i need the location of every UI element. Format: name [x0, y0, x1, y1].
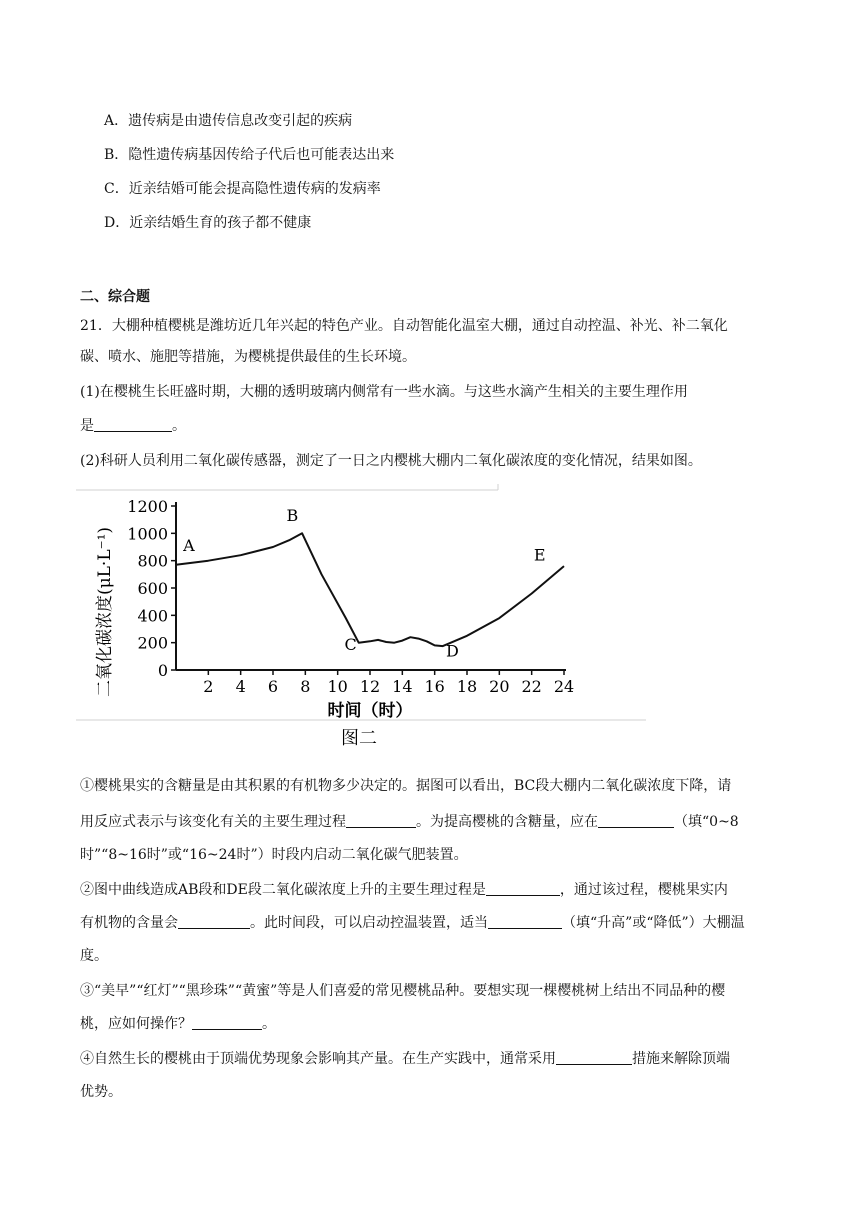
- sub-1-text-a: 用反应式表示与该变化有关的主要生理过程: [80, 814, 346, 830]
- x-tick-label: 18: [456, 677, 478, 696]
- part-1-line-2: [80, 416, 186, 436]
- sub-1-line-3: 时”“8~16时”或“16~24时”）时段内启动二氧化碳气肥装置。: [80, 847, 468, 863]
- x-tick-label: 10: [327, 677, 348, 696]
- sub-3-text-a: 桃，应如何操作？: [80, 1016, 192, 1032]
- sub-3-line-1: ③“美早”“红灯”“黑珍珠”“黄蜜”等是人们喜爱的常见樱桃品种。要想实现一棵樱桃树上结出不同品种的樱: [80, 983, 726, 999]
- point-label-c: C: [344, 635, 357, 655]
- x-axis-label: 时间（时）: [327, 701, 413, 721]
- sub-2-text-a: ②图中曲线造成AB段和DE段二氧化碳浓度上升的主要生理过程是: [80, 882, 486, 898]
- sub-3-text-b: 。: [262, 1016, 276, 1032]
- answer-blank-7[interactable]: [192, 1015, 262, 1030]
- point-label-a: A: [183, 536, 195, 556]
- sub-1-text-c: （填“0~8: [674, 814, 739, 830]
- option-d: D．近亲结婚生育的孩子都不健康: [104, 215, 312, 231]
- x-tick-label: 12: [359, 677, 381, 696]
- sub-2-text-b: ，通过该过程，樱桃果实内: [559, 882, 728, 898]
- y-axis-label: 二氧化碳浓度(μL·L⁻¹): [95, 526, 115, 698]
- point-label-e: E: [533, 545, 546, 565]
- co2-chart-svg: [76, 482, 646, 748]
- x-tick-label: 16: [424, 677, 445, 696]
- part-1-text-a: 是: [80, 418, 94, 434]
- y-tick-label: 1000: [127, 524, 168, 544]
- x-tick-label: 24: [553, 677, 575, 696]
- question-21-stem-line-1: 21．大棚种植樱桃是潍坊近几年兴起的特色产业。自动智能化温室大棚，通过自动控温、补光、补二氧化: [80, 318, 728, 334]
- sub-4-line-2: 优势。: [80, 1084, 122, 1100]
- point-label-d: D: [446, 641, 459, 661]
- sub-2-line-3: 度。: [80, 948, 108, 964]
- answer-blank-8[interactable]: [556, 1050, 632, 1065]
- sub-1-line-1: ①樱桃果实的含糖量是由其积累的有机物多少决定的。据图可以看出，BC段大棚内二氧化碳浓度下降，请: [80, 778, 732, 794]
- answer-blank-6[interactable]: [488, 914, 562, 929]
- answer-blank-4[interactable]: [486, 881, 560, 896]
- sub-4-text-a: ④自然生长的樱桃由于顶端优势现象会影响其产量。在生产实践中，通常采用: [80, 1051, 556, 1067]
- x-tick-label: 8: [300, 677, 311, 696]
- point-label-b: B: [286, 506, 299, 526]
- sub-1-line-2: [80, 812, 739, 832]
- y-tick-label: 400: [137, 606, 168, 626]
- y-tick-label: 200: [137, 633, 168, 653]
- sub-4-text-b: 措施来解除顶端: [632, 1051, 730, 1067]
- x-tick-label: 4: [235, 677, 246, 696]
- question-21-stem-line-2: 碳、喷水、施肥等措施，为樱桃提供最佳的生长环境。: [80, 349, 416, 365]
- x-tick-label: 2: [203, 677, 214, 696]
- part-1-line-1: (1)在樱桃生长旺盛时期，大棚的透明玻璃内侧常有一些水滴。与这些水滴产生相关的主要生理作用: [80, 384, 688, 400]
- y-tick-label: 800: [137, 551, 168, 571]
- sub-3-line-2: [80, 1014, 276, 1034]
- part-1-text-b: 。: [172, 418, 186, 434]
- y-tick-label: 0: [157, 661, 168, 680]
- figure-caption: 图二: [341, 728, 377, 748]
- section-title: 二、综合题: [80, 289, 150, 305]
- option-a: A．遗传病是由遗传信息改变引起的疾病: [104, 113, 353, 129]
- co2-concentration-line: [176, 533, 564, 646]
- sub-2-line-1: [80, 880, 728, 900]
- part-2-line: (2)科研人员利用二氧化碳传感器，测定了一日之内樱桃大棚内二氧化碳浓度的变化情况，结果如图。: [80, 453, 702, 469]
- y-tick-label: 600: [137, 579, 168, 598]
- answer-blank-2[interactable]: [346, 813, 416, 828]
- x-tick-label: 14: [392, 677, 413, 696]
- sub-2-text-c: 有机物的含量会: [80, 915, 178, 931]
- sub-2-line-2: [80, 913, 745, 933]
- sub-1-text-b: 。为提高樱桃的含糖量，应在: [416, 814, 598, 830]
- x-tick-label: 20: [489, 677, 510, 696]
- sub-2-text-e: （填“升高”或“降低”）大棚温: [562, 915, 745, 931]
- answer-blank-1[interactable]: [94, 417, 172, 432]
- x-tick-label: 6: [267, 677, 279, 696]
- sub-4-line-1: [80, 1049, 730, 1069]
- option-c: C．近亲结婚可能会提高隐性遗传病的发病率: [104, 181, 381, 197]
- answer-blank-3[interactable]: [598, 813, 674, 828]
- x-tick-label: 22: [521, 677, 542, 696]
- y-tick-label: 1200: [127, 497, 168, 516]
- sub-2-text-d: 。此时间段，可以启动控温装置，适当: [250, 915, 488, 931]
- option-b: B．隐性遗传病基因传给子代后也可能表达出来: [104, 147, 395, 163]
- plot-layer: [127, 497, 574, 696]
- answer-blank-5[interactable]: [178, 914, 250, 929]
- co2-chart: [76, 482, 646, 748]
